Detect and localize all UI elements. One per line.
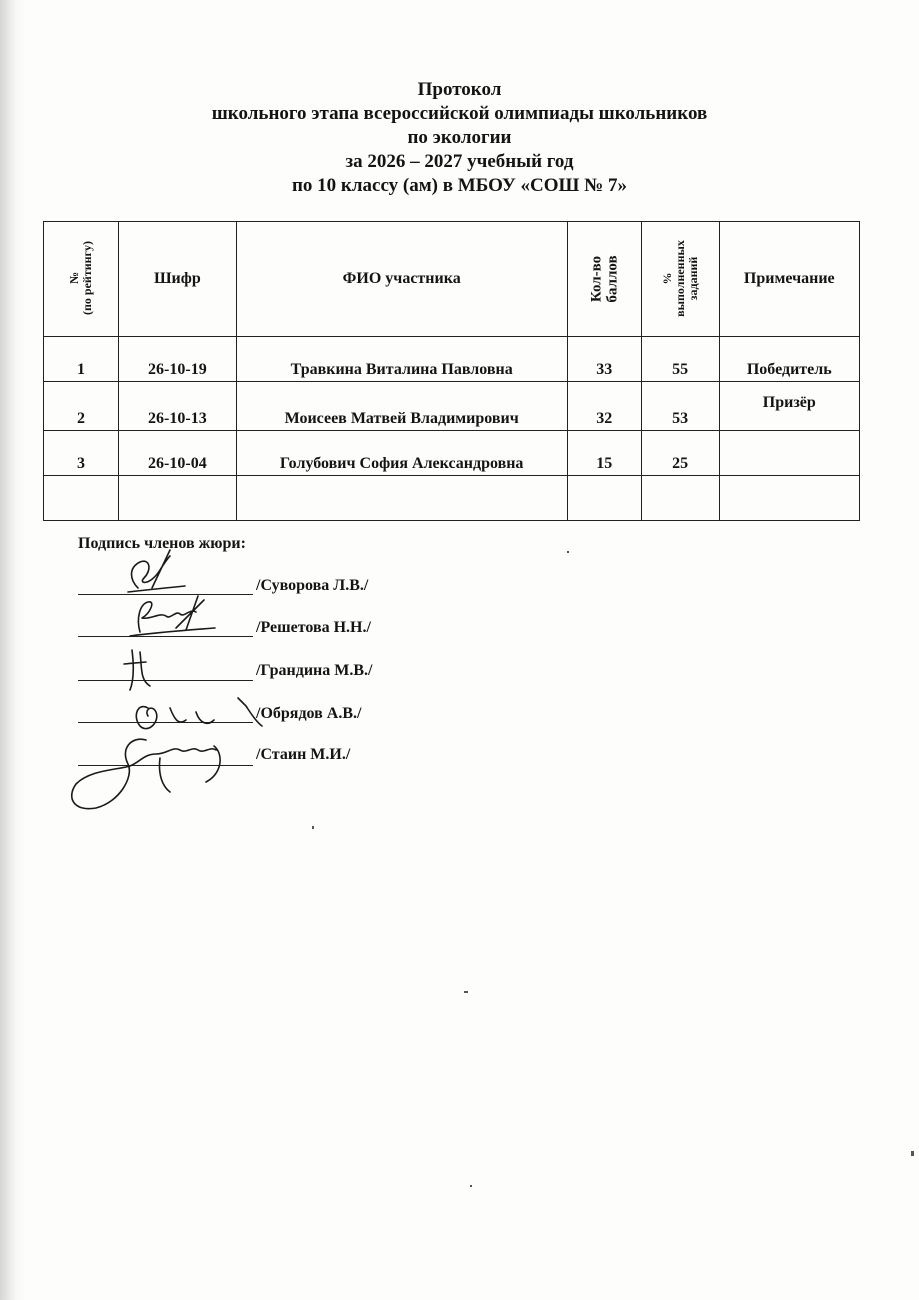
cell-note: Призёр [719,382,859,431]
cell-note: Победитель [719,337,859,382]
jury-member-name: /Стаин М.И./ [256,746,351,763]
cell-note [719,431,859,476]
cell-name: Моисеев Матвей Владимирович [236,382,567,431]
table-row-empty [44,476,860,521]
jury-signature-title: Подпись членов жюри: [78,535,246,552]
document-year: за 2026 – 2027 учебный год [345,151,574,172]
cell-percent: 53 [641,382,719,431]
header-note: Примечание [719,222,859,337]
cell-empty [641,476,719,521]
jury-member-name: /Решетова Н.Н./ [256,619,371,636]
cell-empty [236,476,567,521]
scan-speck [312,826,314,829]
header-rank-sublabel: (по рейтингу) [80,241,94,315]
cell-score: 15 [567,431,641,476]
results-table [43,221,860,521]
table-row [44,382,860,431]
header-percent-sublabel: выполненных [672,239,687,317]
header-rank [44,222,119,337]
scan-speck [567,551,569,553]
header-rank-label: № [67,271,81,285]
jury-member-name: /Грандина М.В./ [256,662,373,679]
header-cipher: Шифр [119,222,237,337]
header-percent-sublabel2: заданий [685,256,700,300]
scan-speck [464,991,468,993]
document-subject: по экологии [407,127,512,148]
table-header-row [44,222,860,337]
cell-cipher: 26-10-13 [119,382,237,431]
header-score [567,222,641,337]
header-score-label: Кол-во [588,255,605,302]
cell-name: Голубович София Александровна [236,431,567,476]
jury-member-name: /Обрядов А.В./ [256,705,362,722]
cell-empty [119,476,237,521]
table-row [44,337,860,382]
document-header [0,78,919,198]
scan-speck [470,1185,472,1187]
header-percent-label: % [659,272,674,284]
cell-percent: 25 [641,431,719,476]
cell-score: 32 [567,382,641,431]
cell-cipher: 26-10-04 [119,431,237,476]
cell-cipher: 26-10-19 [119,337,237,382]
cell-empty [567,476,641,521]
cell-name: Травкина Виталина Павловна [236,337,567,382]
scan-speck [911,1151,914,1156]
handwritten-signatures [0,540,400,840]
document-class-school: по 10 классу (ам) в МБОУ «СОШ № 7» [291,175,627,196]
cell-rank: 3 [44,431,119,476]
document-title: Протокол [417,79,502,100]
cell-score: 33 [567,337,641,382]
cell-empty [719,476,859,521]
header-name: ФИО участника [236,222,567,337]
jury-member-name: /Суворова Л.В./ [256,577,369,594]
cell-percent: 55 [641,337,719,382]
header-score-sublabel: баллов [604,254,621,303]
document-subtitle: школьного этапа всероссийской олимпиады школьников [211,103,708,124]
header-percent [641,222,719,337]
cell-rank: 2 [44,382,119,431]
table-row [44,431,860,476]
cell-rank: 1 [44,337,119,382]
cell-empty [44,476,119,521]
